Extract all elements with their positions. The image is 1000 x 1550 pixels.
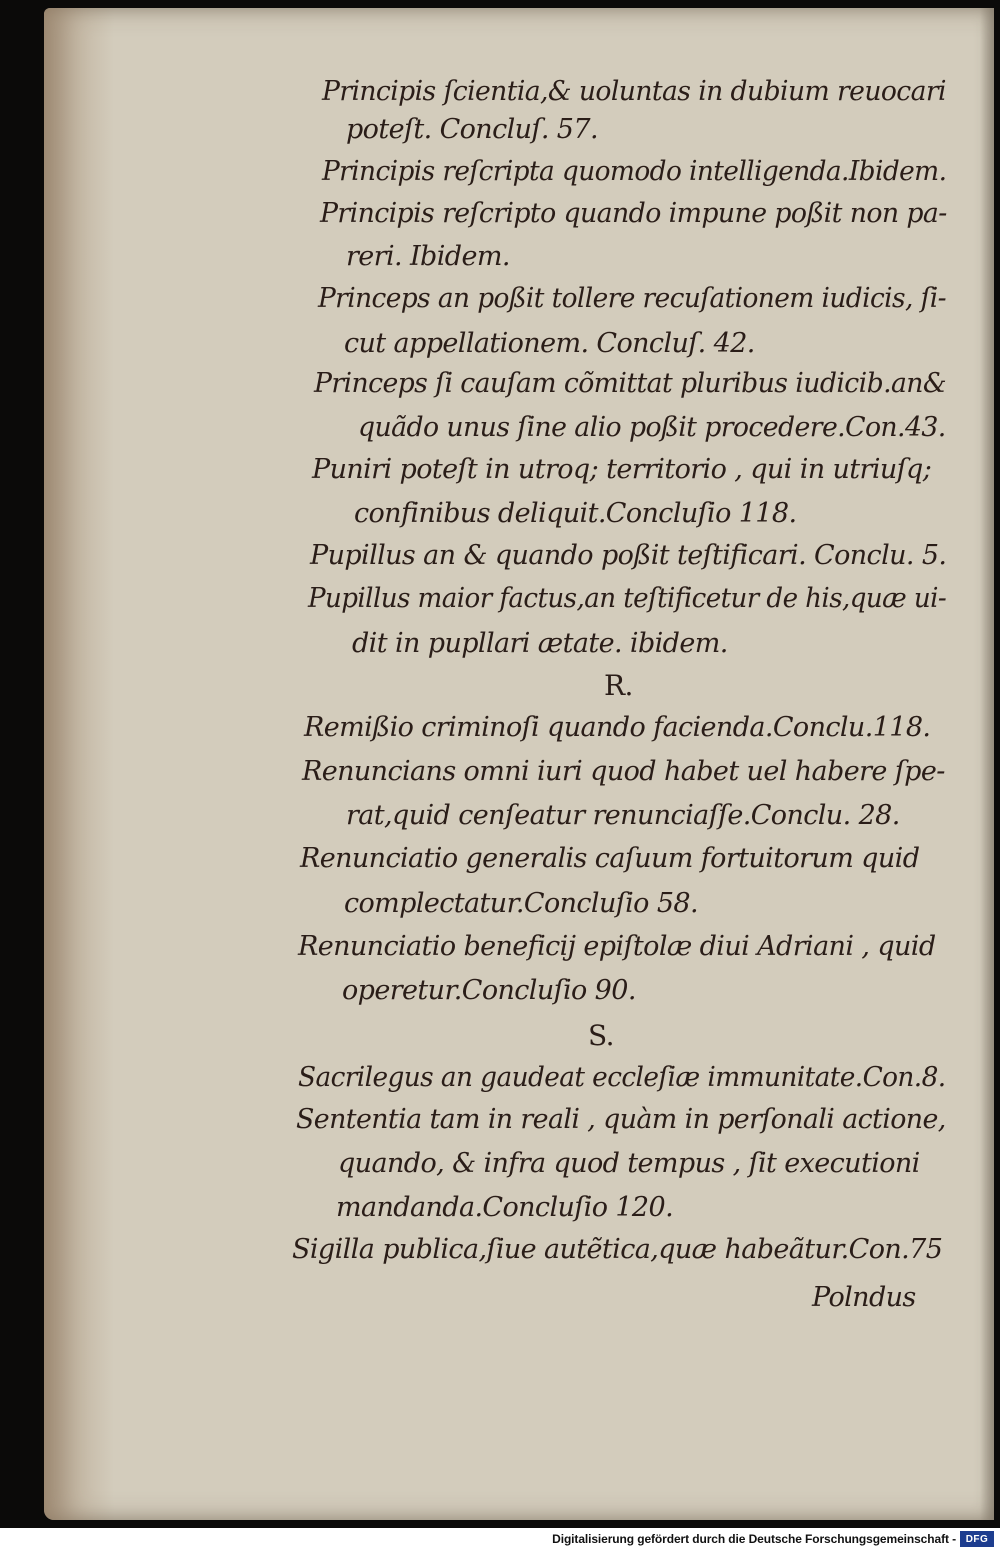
index-line: Renunciatio beneficij epiſtolæ diui Adriani , quid — [298, 931, 936, 962]
index-line: complectatur.Concluſio 58. — [344, 888, 698, 919]
index-line: dit in pupllari ætate. ibidem. — [352, 628, 728, 659]
index-line: Pupillus maior factus,an teſtificetur de his,quæ ui- — [308, 583, 947, 614]
index-line: cut appellationem. Concluſ. 42. — [344, 328, 755, 359]
index-line: Remißio criminoſi quando facienda.Conclu.118. — [304, 712, 931, 743]
section-letter-s: S. — [588, 1019, 614, 1052]
index-line: Puniri poteſt in utroq; territorio , qui in utriuſq; — [312, 454, 932, 485]
index-line: Principis ſcientia,& uoluntas in dubium reuocari — [322, 76, 946, 107]
index-line: Princeps ſi cauſam cõmittat pluribus iudicib.an& — [314, 368, 947, 399]
digitization-footer — [0, 1528, 1000, 1550]
index-line: mandanda.Concluſio 120. — [336, 1192, 674, 1223]
dfg-logo: DFG — [960, 1531, 994, 1547]
index-line: Principis reſcripto quando impune poßit non pa- — [320, 198, 947, 229]
index-line: Princeps an poßit tollere recuſationem iudicis, ſi- — [318, 283, 946, 314]
index-line: Principis reſcripta quomodo intelligenda.Ibidem. — [322, 156, 947, 187]
index-line: rat,quid cenſeatur renunciaſſe.Conclu. 28. — [346, 800, 900, 831]
footer-text: Digitalisierung gefördert durch die Deutsche Forschungsgemeinschaft - — [552, 1532, 956, 1546]
index-line: Renunciatio generalis caſuum fortuitorum quid — [300, 843, 920, 874]
index-line: Sigilla publica,ſiue autẽtica,quæ habeãtur.Con.75 — [292, 1234, 943, 1265]
index-line: poteſt. Concluſ. 57. — [346, 114, 598, 145]
index-line: Sacrilegus an gaudeat eccleſiæ immunitate.Con.8. — [298, 1062, 946, 1093]
section-letter-r: R. — [604, 669, 633, 702]
index-line: confinibus deliquit.Concluſio 118. — [354, 498, 797, 529]
index-line: Sententia tam in reali , quàm in perſonali actione, — [296, 1104, 946, 1135]
index-line: quando, & infra quod tempus , ſit executioni — [338, 1148, 920, 1179]
index-line: quãdo unus ſine alio poßit procedere.Con.43. — [358, 412, 946, 443]
index-line: Renuncians omni iuri quod habet uel habere ſpe- — [302, 756, 945, 787]
index-line: Pupillus an & quando poßit teſtificari. Conclu. 5. — [310, 540, 947, 571]
catchword: Polndus — [812, 1282, 916, 1313]
index-line: reri. Ibidem. — [346, 241, 510, 272]
index-line: operetur.Concluſio 90. — [342, 975, 636, 1006]
